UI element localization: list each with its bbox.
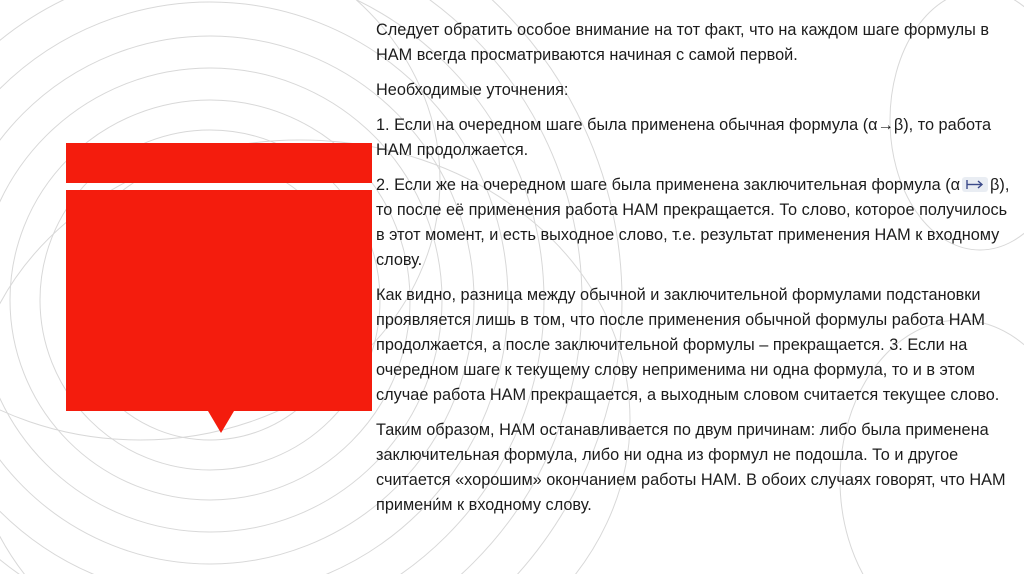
paragraph-comparison: Как видно, разница между обычной и заключительной формулами подстановки проявляется лишь в том, что после применения обычной формулы работа НАМ продолжается, а после заключительной формулы – прекращается. 3. Если на очередном шаге к текущему слову неприменима ни одна формула, то и в этом случае работа НАМ прекращается, а выходным словом считается текущее слово.	[376, 286, 1000, 404]
slide-text	[376, 18, 1016, 528]
red-callout-pointer	[208, 411, 234, 433]
point-2-text-start: 2. Если же на очередном шаге была применена заключительная формула (α	[376, 176, 961, 194]
paragraph-intro: Следует обратить особое внимание на тот факт, что на каждом шаге формулы в НАМ всегда просматриваются начиная с самой первой.	[376, 21, 989, 64]
maps-to-arrow-icon	[962, 177, 988, 192]
paragraph-clarifications-heading: Необходимые уточнения:	[376, 81, 569, 99]
red-callout-box	[66, 190, 372, 411]
paragraph-point-2	[376, 173, 1016, 273]
paragraph-conclusion: Таким образом, НАМ останавливается по двум причинам: либо была применена заключительная формула, либо ни одна из формул не подошла. То и другое считается «хорошим» окончанием работы НАМ. В обоих случаях говорят, что НАМ примени́м к входному слову.	[376, 421, 1006, 514]
paragraph-point-1: 1. Если на очередном шаге была применена обычная формула (α→β), то работа НАМ продолжается.	[376, 116, 992, 159]
red-header-bar	[66, 143, 372, 183]
point-2-text-end: β), то после её применения работа НАМ прекращается. То слово, которое получилось в этот момент, и есть выходное слово, т.е. результат применения НАМ к входному слову.	[376, 176, 1010, 269]
